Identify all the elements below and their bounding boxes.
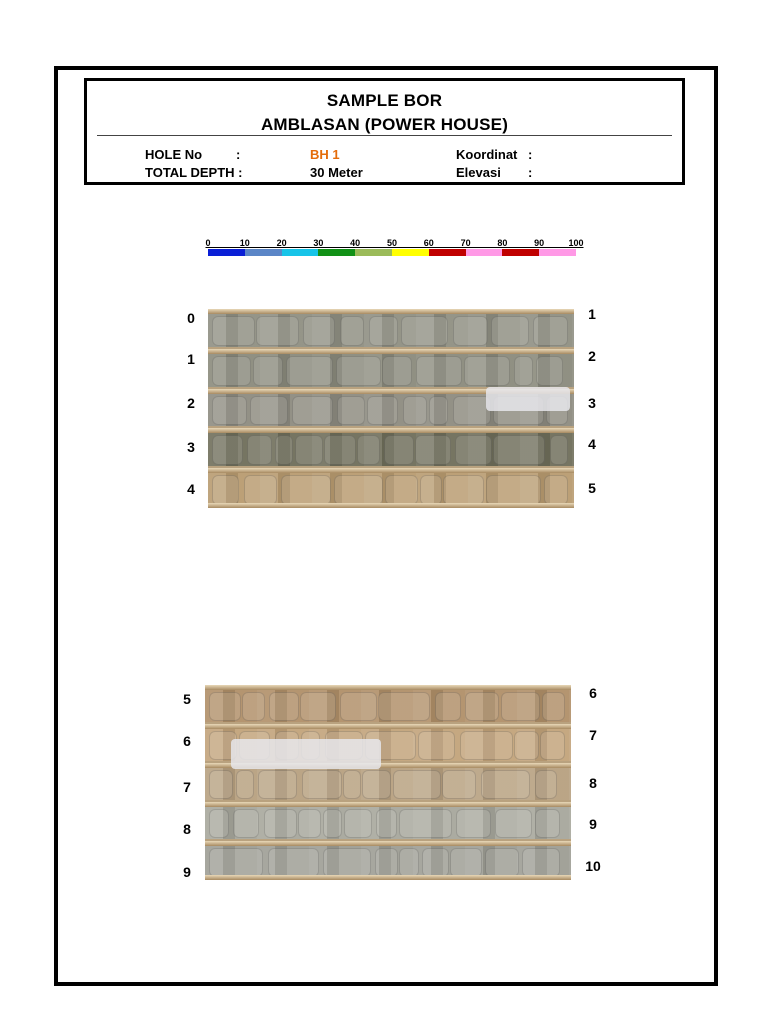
- depth-label-left: 0: [187, 310, 195, 326]
- core-piece: [384, 435, 414, 465]
- core-piece: [542, 692, 565, 721]
- scale-tick-90: 90: [534, 238, 545, 248]
- scale-segment-5: [355, 249, 392, 256]
- scale-tick-0: 0: [205, 238, 211, 248]
- core-piece: [535, 809, 560, 838]
- core-piece: [465, 692, 499, 721]
- core-piece: [250, 396, 288, 426]
- hole-no-colon: :: [236, 147, 241, 162]
- core-piece: [281, 475, 331, 505]
- core-piece: [212, 435, 243, 465]
- scale-tick-80: 80: [497, 238, 508, 248]
- scale-segment-7: [429, 249, 466, 256]
- core-piece: [495, 809, 532, 838]
- header-divider: [97, 135, 672, 136]
- core-piece: [242, 692, 265, 721]
- core-piece: [340, 692, 377, 721]
- depth-label-right: 5: [588, 480, 596, 496]
- depth-label-right: 7: [589, 727, 597, 743]
- divider-board: [205, 875, 571, 880]
- depth-label-left: 1: [187, 351, 195, 367]
- total-depth-value: 30 Meter: [310, 165, 363, 180]
- core-piece: [209, 809, 229, 838]
- core-piece: [399, 848, 419, 877]
- core-piece: [399, 809, 452, 838]
- total-depth-label: TOTAL DEPTH :: [145, 165, 243, 180]
- core-piece: [275, 435, 293, 465]
- core-piece: [212, 316, 255, 346]
- core-piece: [369, 316, 398, 346]
- core-piece: [481, 770, 530, 799]
- scale-tick-20: 20: [276, 238, 287, 248]
- core-piece: [403, 396, 427, 426]
- core-piece: [443, 475, 484, 505]
- core-piece: [212, 356, 251, 386]
- sample-bag: [231, 739, 381, 769]
- core-box-photo-2: [205, 685, 571, 880]
- depth-label-left: 5: [183, 691, 191, 707]
- scale-tick-40: 40: [350, 238, 361, 248]
- core-piece: [302, 770, 342, 799]
- core-piece: [378, 692, 430, 721]
- core-piece: [429, 396, 448, 426]
- scale-segment-4: [318, 249, 355, 256]
- core-piece: [382, 356, 412, 386]
- core-piece: [544, 475, 568, 505]
- core-piece: [334, 475, 383, 505]
- elevasi-colon: :: [528, 165, 533, 180]
- depth-label-right: 10: [585, 858, 601, 874]
- core-piece: [486, 475, 541, 505]
- core-piece: [460, 731, 513, 760]
- depth-label-right: 3: [588, 395, 596, 411]
- core-piece: [455, 435, 492, 465]
- core-piece: [376, 809, 397, 838]
- scale-segment-1: [208, 249, 245, 256]
- depth-label-right: 6: [589, 685, 597, 701]
- core-piece: [420, 475, 442, 505]
- core-piece: [212, 396, 247, 426]
- title-line-1: SAMPLE BOR: [326, 91, 443, 110]
- core-piece: [323, 848, 371, 877]
- color-scale: [205, 236, 584, 260]
- depth-label-right: 8: [589, 775, 597, 791]
- elevasi-label: Elevasi: [456, 165, 501, 180]
- core-piece: [450, 848, 482, 877]
- core-piece: [256, 316, 299, 346]
- scale-segment-2: [245, 249, 282, 256]
- core-piece: [264, 809, 297, 838]
- core-piece: [418, 731, 455, 760]
- koordinat-label: Koordinat: [456, 147, 518, 162]
- core-piece: [550, 435, 568, 465]
- depth-label-left: 6: [183, 733, 191, 749]
- scale-segment-6: [392, 249, 429, 256]
- core-piece: [422, 848, 449, 877]
- core-piece: [212, 475, 239, 505]
- depth-label-right: 4: [588, 436, 596, 452]
- divider-board: [208, 309, 574, 314]
- core-piece: [258, 770, 297, 799]
- depth-label-right: 9: [589, 816, 597, 832]
- core-piece: [453, 316, 488, 346]
- scale-tick-60: 60: [423, 238, 434, 248]
- core-piece: [253, 356, 283, 386]
- core-piece: [533, 316, 568, 346]
- header-box: [84, 78, 685, 185]
- core-piece: [491, 316, 529, 346]
- scale-tick-70: 70: [460, 238, 471, 248]
- scale-tick-10: 10: [239, 238, 250, 248]
- core-piece: [337, 396, 365, 426]
- core-piece: [367, 396, 398, 426]
- core-piece: [535, 770, 557, 799]
- core-piece: [209, 692, 241, 721]
- divider-board: [205, 802, 571, 807]
- divider-board: [205, 841, 571, 846]
- core-piece: [295, 435, 323, 465]
- depth-label-right: 2: [588, 348, 596, 364]
- core-piece: [435, 692, 461, 721]
- core-piece: [357, 435, 380, 465]
- core-piece: [401, 316, 448, 346]
- core-piece: [522, 848, 560, 877]
- core-box-photo-1: [208, 309, 574, 508]
- divider-board: [205, 724, 571, 729]
- depth-label-left: 4: [187, 481, 195, 497]
- core-piece: [209, 770, 233, 799]
- core-piece: [501, 692, 540, 721]
- core-piece: [514, 356, 533, 386]
- core-piece: [298, 809, 321, 838]
- hole-no-value: BH 1: [310, 147, 340, 162]
- core-piece: [344, 809, 372, 838]
- scale-segment-10: [539, 249, 576, 256]
- divider-board: [208, 349, 574, 354]
- scale-segment-9: [502, 249, 539, 256]
- divider-board: [205, 685, 571, 690]
- core-piece: [456, 809, 491, 838]
- core-piece: [442, 770, 476, 799]
- core-piece: [362, 770, 391, 799]
- core-piece: [300, 692, 336, 721]
- core-piece: [415, 435, 451, 465]
- core-piece: [209, 848, 263, 877]
- scale-segment-3: [282, 249, 319, 256]
- core-piece: [485, 848, 519, 877]
- depth-label-left: 9: [183, 864, 191, 880]
- core-piece: [336, 356, 381, 386]
- core-piece: [536, 356, 563, 386]
- core-piece: [236, 770, 254, 799]
- hole-no-label: HOLE No: [145, 147, 203, 162]
- koordinat-colon: :: [528, 147, 533, 162]
- scale-tick-100: 100: [568, 238, 584, 248]
- divider-board: [208, 428, 574, 433]
- core-piece: [393, 770, 441, 799]
- core-piece: [540, 731, 565, 760]
- core-piece: [292, 396, 333, 426]
- core-piece: [464, 356, 510, 386]
- divider-board: [208, 468, 574, 473]
- title-line-2: AMBLASAN (POWER HOUSE): [260, 115, 509, 134]
- divider-board: [208, 503, 574, 508]
- core-piece: [323, 809, 342, 838]
- core-piece: [286, 356, 333, 386]
- core-piece: [247, 435, 272, 465]
- core-piece: [340, 316, 364, 346]
- core-piece: [303, 316, 335, 346]
- depth-label-left: 3: [187, 439, 195, 455]
- scale-tick-50: 50: [386, 238, 398, 248]
- sample-bag: [486, 387, 570, 411]
- core-piece: [268, 848, 319, 877]
- core-piece: [385, 475, 418, 505]
- core-piece: [324, 435, 356, 465]
- depth-label-left: 2: [187, 395, 195, 411]
- core-piece: [416, 356, 462, 386]
- depth-label-left: 8: [183, 821, 191, 837]
- core-piece: [514, 731, 539, 760]
- depth-label-right: 1: [588, 306, 596, 322]
- core-piece: [244, 475, 277, 505]
- core-piece: [233, 809, 259, 838]
- core-piece: [375, 848, 398, 877]
- depth-label-left: 7: [183, 779, 191, 795]
- scale-segment-8: [466, 249, 503, 256]
- core-piece: [269, 692, 299, 721]
- core-piece: [343, 770, 361, 799]
- core-piece: [493, 435, 545, 465]
- scale-tick-30: 30: [313, 238, 324, 248]
